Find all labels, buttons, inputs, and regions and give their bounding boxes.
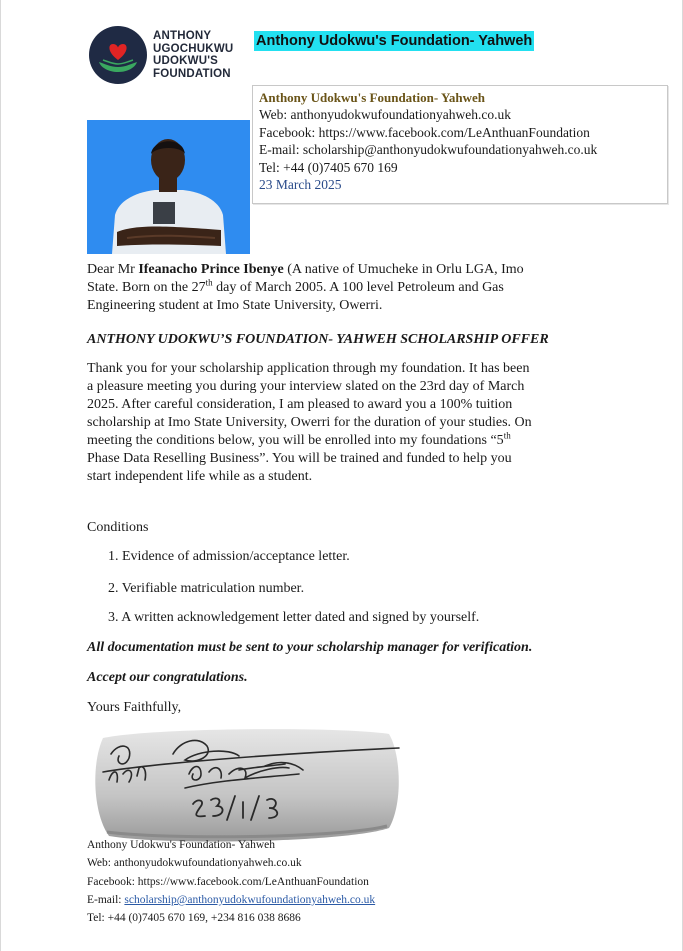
documentation-note: All documentation must be sent to your scholarship manager for verification. [87, 640, 533, 655]
body-line: Thank you for your scholarship application through my foundation. It has been [87, 361, 530, 376]
footer-org: Anthony Udokwu's Foundation- Yahweh [87, 839, 275, 851]
header-title: Anthony Udokwu's Foundation- Yahweh [256, 33, 533, 49]
condition-item: 2. Verifiable matriculation number. [108, 581, 305, 596]
dear-line2-b: day of March 2005. A 100 level Petroleum and Gas [212, 280, 504, 295]
dear-line2-sup: th [205, 277, 213, 288]
signature-stone-icon [89, 724, 403, 848]
footer-tel: Tel: +44 (0)7405 670 169, +234 816 038 8686 [87, 912, 301, 924]
recipient-name: Ifeanacho Prince Ibenye [138, 262, 284, 277]
dear-line1-rest: (A native of Umucheke in Orlu LGA, Imo [283, 262, 524, 277]
letter-body [87, 360, 607, 486]
salutation [87, 261, 607, 315]
footer-web: Web: anthonyudokwufoundationyahweh.co.uk [87, 857, 302, 869]
signature-image [89, 724, 403, 848]
letter-date: 23 March 2025 [259, 177, 342, 192]
footer-email-line [87, 893, 375, 908]
contact-facebook: Facebook: https://www.facebook.com/LeAnthuanFoundation [259, 125, 590, 140]
dear-line3: Engineering student at Imo State University, Owerri. [87, 298, 383, 313]
closing: Yours Faithfully, [87, 700, 182, 715]
contact-web: Web: anthonyudokwufoundationyahweh.co.uk [259, 107, 511, 122]
body-line: start independent life while as a student. [87, 469, 313, 484]
footer-email-label: E-mail: [87, 894, 125, 906]
heart-hands-icon [89, 26, 147, 84]
body-line: scholarship at Imo State University, Owerri for the duration of your studies. On [87, 415, 532, 430]
contact-email: E-mail: scholarship@anthonyudokwufoundationyahweh.co.uk [259, 142, 598, 157]
person-portrait-icon [87, 120, 250, 254]
logo-line: ANTHONY [153, 30, 212, 42]
body-line: 2025. After careful consideration, I am pleased to award you a 100% tuition [87, 397, 513, 412]
dear-line2-a: State. Born on the 27 [87, 280, 206, 295]
footer-facebook: Facebook: https://www.facebook.com/LeAnthuanFoundation [87, 876, 369, 888]
logo-line: FOUNDATION [153, 67, 231, 80]
recipient-photo [87, 120, 250, 254]
dear-prefix: Dear Mr [87, 262, 139, 277]
body-line: meeting the conditions below, you will be enrolled into my foundations “5 [87, 433, 504, 448]
contact-box [252, 85, 668, 204]
condition-item: 3. A written acknowledgement letter dated and signed by yourself. [108, 610, 480, 625]
footer-email-link[interactable]: scholarship@anthonyudokwufoundationyahweh.co.uk [124, 894, 376, 906]
logo-line: UGOCHUKWU [153, 42, 234, 55]
body-line: Phase Data Reselling Business”. You will be trained and funded to help you [87, 451, 512, 466]
contact-tel: Tel: +44 (0)7405 670 169 [259, 160, 398, 175]
contact-org: Anthony Udokwu's Foundation- Yahweh [259, 90, 486, 105]
foundation-logo [89, 26, 147, 84]
body-sup: th [503, 430, 511, 441]
conditions-label: Conditions [87, 520, 149, 535]
congratulations: Accept our congratulations. [87, 670, 248, 685]
body-line: a pleasure meeting you during your interview slated on the 23rd day of March [87, 379, 525, 394]
logo-wordmark [153, 30, 253, 80]
condition-item: 1. Evidence of admission/acceptance letter. [108, 549, 350, 564]
offer-heading: ANTHONY UDOKWU’S FOUNDATION- YAHWEH SCHOLARSHIP OFFER [87, 332, 549, 347]
logo-line: UDOKWU'S [153, 55, 219, 67]
